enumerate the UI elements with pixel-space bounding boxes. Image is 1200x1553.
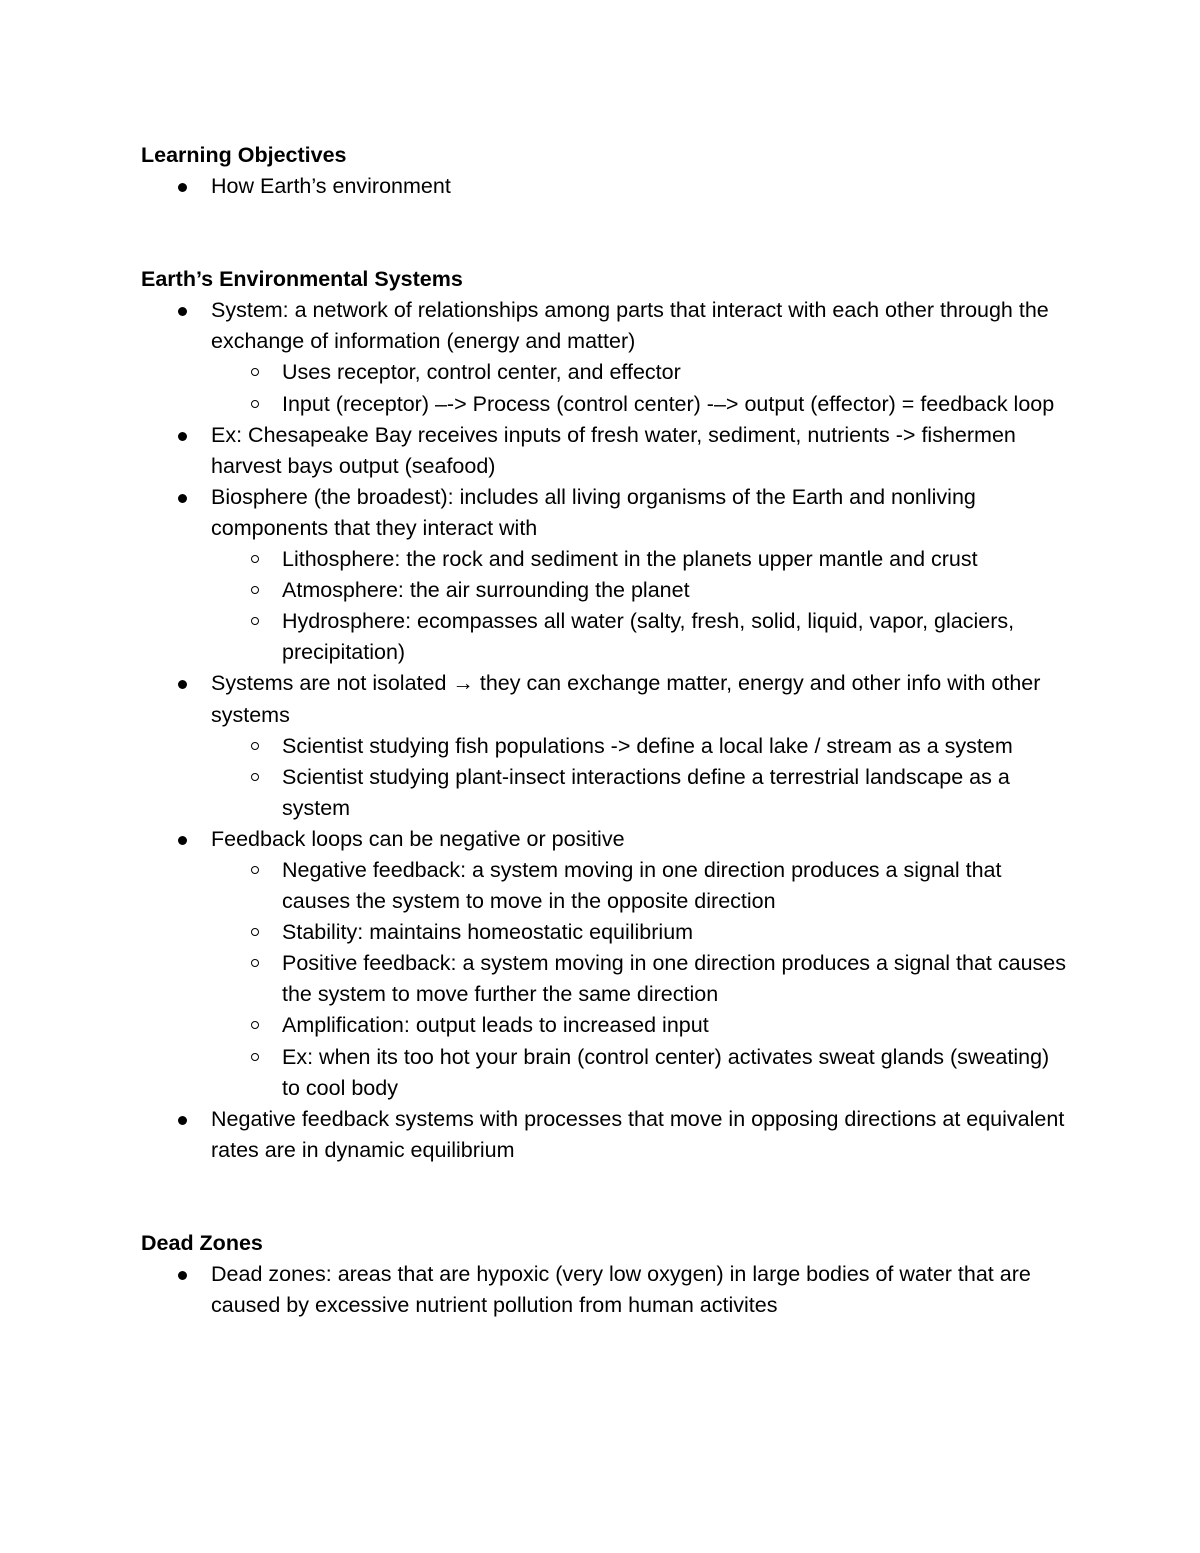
filled-bullet-icon xyxy=(178,183,187,192)
sub-list-item-text: Positive feedback: a system moving in one direction produces a signal that causes the system to move further the same direction xyxy=(282,951,1066,1007)
section-learning-objectives xyxy=(141,140,1071,202)
bullet-list xyxy=(141,171,1071,202)
list-item xyxy=(141,1259,1071,1321)
list-item xyxy=(141,668,1071,823)
document-body xyxy=(141,140,1071,1321)
sub-list-item-text: Negative feedback: a system moving in one direction produces a signal that causes the system to move in the opposite direction xyxy=(282,857,1002,914)
sub-list-item xyxy=(211,1042,1071,1104)
sub-list-item xyxy=(211,917,1071,948)
hollow-bullet-icon xyxy=(251,773,259,781)
filled-bullet-icon xyxy=(178,1271,187,1280)
list-item xyxy=(141,824,1071,1104)
hollow-bullet-icon xyxy=(251,1053,259,1061)
sub-list-item-text: Hydrosphere: ecompasses all water (salty, fresh, solid, liquid, vapor, glaciers, precipitation) xyxy=(282,609,1015,665)
sub-list-item xyxy=(211,389,1071,420)
list-item-text: How Earth’s environment xyxy=(211,174,451,199)
hollow-bullet-icon xyxy=(251,617,259,625)
sub-list-item-text: Scientist studying plant-insect interactions define a terrestrial landscape as a system xyxy=(282,764,1010,820)
sub-list-item xyxy=(211,762,1071,824)
hollow-bullet-icon xyxy=(251,586,259,594)
sub-list-item-text: Stability: maintains homeostatic equilibrium xyxy=(282,920,694,945)
list-item xyxy=(141,420,1071,482)
section-heading: Earth’s Environmental Systems xyxy=(141,267,463,292)
bullet-list xyxy=(141,1259,1071,1321)
filled-bullet-icon xyxy=(178,494,187,503)
hollow-bullet-icon xyxy=(251,400,259,408)
hollow-bullet-icon xyxy=(251,555,259,563)
filled-bullet-icon xyxy=(178,432,187,441)
hollow-bullet-icon xyxy=(251,928,259,936)
sub-list-item-text: Lithosphere: the rock and sediment in the planets upper mantle and crust xyxy=(282,547,978,572)
sub-list-item xyxy=(211,1010,1071,1041)
sub-list-item-text: Amplification: output leads to increased input xyxy=(282,1013,709,1038)
sub-bullet-list xyxy=(211,731,1071,824)
bullet-list xyxy=(141,295,1071,1166)
sub-list-item xyxy=(211,606,1071,668)
list-item-text: Systems are not isolated → they can exchange matter, energy and other info with other systems xyxy=(211,671,1041,727)
filled-bullet-icon xyxy=(178,1116,187,1125)
section-heading: Learning Objectives xyxy=(141,143,347,167)
sub-bullet-list xyxy=(211,357,1071,419)
sub-list-item-text: Ex: when its too hot your brain (control center) activates sweat glands (sweating) to cool body xyxy=(282,1044,1050,1100)
sub-list-item-text: Atmosphere: the air surrounding the planet xyxy=(282,578,690,603)
hollow-bullet-icon xyxy=(251,368,259,376)
sub-bullet-list xyxy=(211,544,1071,668)
list-item-text: Biosphere (the broadest): includes all living organisms of the Earth and nonliving components that they interact with xyxy=(211,484,976,540)
hollow-bullet-icon xyxy=(251,866,259,874)
sub-list-item xyxy=(211,575,1071,606)
sub-list-item-text: Input (receptor) –-> Process (control center) -–> output (effector) = feedback loop xyxy=(282,391,1055,416)
sub-bullet-list xyxy=(211,855,1071,1104)
list-item-text: Feedback loops can be negative or positive xyxy=(211,826,625,851)
list-item-text: Dead zones: areas that are hypoxic (very low oxygen) in large bodies of water that are caused by excessive nutrient pollution from human activites xyxy=(211,1262,1031,1318)
sub-list-item xyxy=(211,544,1071,575)
hollow-bullet-icon xyxy=(251,959,259,967)
list-item-text: Negative feedback systems with processes that move in opposing directions at equivalent rates are in dynamic equilibrium xyxy=(211,1106,1065,1162)
list-item xyxy=(141,295,1071,419)
sub-list-item xyxy=(211,357,1071,388)
section-environmental-systems xyxy=(141,264,1071,1166)
sub-list-item xyxy=(211,948,1071,1010)
filled-bullet-icon xyxy=(178,836,187,845)
list-item xyxy=(141,1104,1071,1166)
sub-list-item xyxy=(211,731,1071,762)
filled-bullet-icon xyxy=(178,307,187,316)
sub-list-item-text: Uses receptor, control center, and effector xyxy=(282,360,681,385)
list-item xyxy=(141,482,1071,669)
filled-bullet-icon xyxy=(178,680,187,689)
section-dead-zones xyxy=(141,1228,1071,1321)
sub-list-item xyxy=(211,855,1071,917)
hollow-bullet-icon xyxy=(251,1021,259,1029)
sub-list-item-text: Scientist studying fish populations -> define a local lake / stream as a system xyxy=(282,733,1013,758)
section-heading: Dead Zones xyxy=(141,1230,263,1255)
hollow-bullet-icon xyxy=(251,742,259,750)
list-item xyxy=(141,171,1071,202)
list-item-text: Ex: Chesapeake Bay receives inputs of fresh water, sediment, nutrients -> fishermen harvest bays output (seafood) xyxy=(211,422,1016,478)
list-item-text: System: a network of relationships among parts that interact with each other through the exchange of information (energy and matter) xyxy=(211,298,1049,354)
